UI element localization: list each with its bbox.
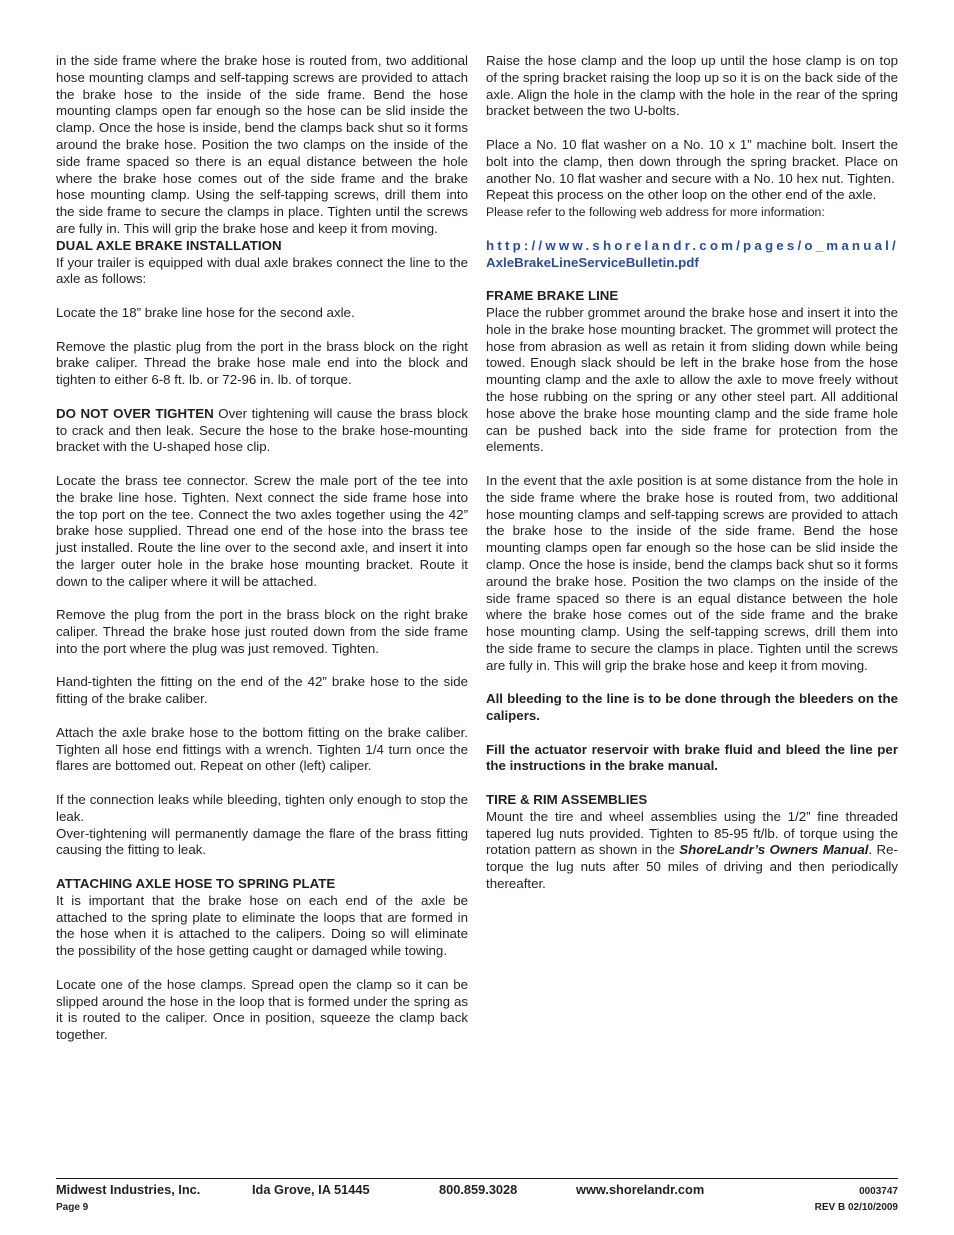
intro-paragraph: in the side frame where the brake hose is routed from, two additional hose mounting clamps and self-tapping screws are provided to attach the brake hose to the inside of the side frame. Bend the hose mounting clamps open far enough so the hose can be slid inside the clamp. Once the hose is inside, bend the clamps back shut so it forms around the brake hose. Position the two clamps on the inside of the side frame spaced so there is an equal distance between the hole where the brake hose comes out of the side frame and the brake hose mounting clamp. Using the self-tapping screws, drill them into the side frame to secure the clamps in place. Tighten until the screws are fully in. This will grip the brake hose and keep it from moving. [56, 53, 468, 236]
dual-axle-paragraph-7: Hand-tighten the fitting on the end of the 42” brake hose to the side fitting of the brake caliber. [56, 674, 468, 707]
right-column [486, 53, 898, 893]
left-column [56, 53, 468, 1044]
footer-page-number: Page 9 [56, 1202, 89, 1213]
dual-axle-paragraph-2: Locate the 18” brake line hose for the second axle. [56, 304, 355, 320]
fill-reservoir-note: Fill the actuator reservoir with brake fluid and bleed the line per the instructions in the brake manual. [486, 741, 898, 774]
dual-axle-heading: DUAL AXLE BRAKE INSTALLATION [56, 237, 282, 253]
clamp-paragraph-2: Place a No. 10 flat washer on a No. 10 x 1” machine bolt. Insert the bolt into the clamp, then down through the spring bracket. Place on another No. 10 flat washer and secure with a No. 10 hex nut. Tighten. [486, 136, 898, 186]
reference-note: Please refer to the following web address for more information: [486, 205, 825, 220]
spring-plate-heading: ATTACHING AXLE HOSE TO SPRING PLATE [56, 876, 336, 892]
bleeding-note: All bleeding to the line is to be done through the bleeders on the calipers. [486, 691, 898, 724]
tire-rim-heading: TIRE & RIM ASSEMBLIES [486, 792, 648, 808]
spring-plate-paragraph-1: It is important that the brake hose on each end of the axle be attached to the spring plate to eliminate the loops that are formed in the hose when it is attached to the calipers. Doing so will eliminate the possibility of the hose getting caught or damaged while towing. [56, 892, 468, 959]
tire-paragraph-part-1: Mount the tire and wheel assemblies using the 1/2” fine threaded tapered lug nuts provided. Tighten to 85-95 ft/lb. of torque using the rotation pattern as shown in the [486, 808, 898, 858]
frame-paragraph-1: Place the rubber grommet around the brake hose and insert it into the hole in the brake hose mounting bracket. The grommet will protect the hose from abrasion as well as retain it from sliding down while being towed. Enough slack should be left in the brake hose from the hose mounting clamp and the axle to allow the axle to move freely without the hose rubbing on the spring or any other steel part. All additional hose above the brake hose mounting clamp and the side frame hole can be pushed back into the side frame for protection from the elements. [486, 304, 898, 455]
bulletin-link-line-1[interactable]: http://www.shorelandr.com/pages/o_manual/ [486, 237, 899, 253]
footer-company: Midwest Industries, Inc. [56, 1182, 201, 1197]
footer-revision: REV B 02/10/2009 [814, 1202, 898, 1213]
dual-axle-paragraph-5: Locate the brass tee connector. Screw the male port of the tee into the brake line hose. Tighten. Next connect the side frame hose into the top port on the tee. Connect the two axles together using the 42” brake hose supplied. Thread one end of the hose into the brass tee just installed. Route the line over to the second axle, and insert it into the larger outer hole in the brake hose mounting bracket. Route it down to the caliper where it will be attached. [56, 472, 468, 589]
footer-part-number: 0003747 [859, 1186, 898, 1197]
dual-axle-paragraph-3: Remove the plastic plug from the port in the brass block on the right brake caliper. Thread the brake hose male end into the block and tighten to either 6-8 ft. lb. or 72-96 in. lb. of torque. [56, 338, 468, 388]
dual-axle-paragraph-1: If your trailer is equipped with dual axle brakes connect the line to the axle as follows: [56, 254, 468, 287]
frame-paragraph-2: In the event that the axle position is at some distance from the hole in the side frame where the brake hose is routed from, two additional hose mounting clamps and self-tapping screws are provided to attach the brake hose to the inside of the side frame. Bend the hose mounting clamps open far enough so the hose can be slid inside the clamp. Once the hose is inside, bend the clamps back shut so it forms around the brake hose. Position the two clamps on the inside of the side frame spaced so there is an equal distance between the hole where the brake hose comes out of the side frame and the brake hose mounting clamp. Using the self-tapping screws, drill them into the side frame to secure the clamps in place. Tighten until the screws are fully in. This will grip the brake hose and keep it from moving. [486, 472, 898, 673]
do-not-over-tighten-warning: DO NOT OVER TIGHTEN [56, 405, 214, 421]
dual-axle-paragraph-4-text: Over tightening will cause the brass block to crack and then leak. Secure the hose to the brake hose-mounting bracket with the U-shaped hose clip. [56, 405, 468, 455]
dual-axle-paragraph-8: Attach the axle brake hose to the bottom fitting on the brake caliber. Tighten all hose end fittings with a wrench. Tighten 1/4 turn once the flares are bottomed out. Repeat on other (left) caliper. [56, 724, 468, 774]
clamp-paragraph-3: Repeat this process on the other loop on the other end of the axle. [486, 187, 877, 203]
footer-city: Ida Grove, IA 51445 [252, 1182, 370, 1197]
frame-brake-line-heading: FRAME BRAKE LINE [486, 288, 619, 304]
tire-paragraph-part-2: . Re-torque the lug nuts after 50 miles of driving and then periodically thereafter. [486, 842, 898, 892]
dual-axle-paragraph-4 [56, 406, 468, 456]
footer-divider [56, 1178, 898, 1179]
dual-axle-paragraph-10: Over-tightening will permanently damage the flare of the brass fitting causing the fitting to leak. [56, 825, 468, 858]
footer-phone: 800.859.3028 [439, 1182, 518, 1197]
clamp-paragraph-1: Raise the hose clamp and the loop up until the hose clamp is on top of the spring bracket raising the loop up so it is on the back side of the axle. Align the hole in the clamp with the hole in the rear of the spring bracket between the two U-bolts. [486, 53, 898, 119]
owners-manual-reference: ShoreLandr’s Owners Manual [679, 842, 869, 858]
footer-website[interactable]: www.shorelandr.com [576, 1182, 705, 1197]
dual-axle-paragraph-9: If the connection leaks while bleeding, tighten only enough to stop the leak. [56, 792, 468, 824]
spring-plate-paragraph-2: Locate one of the hose clamps. Spread open the clamp so it can be slipped around the hose in the loop that is formed under the spring as it is routed to the caliper. Once in position, squeeze the clamp back together. [56, 976, 468, 1043]
bulletin-link-line-2[interactable]: AxleBrakeLineServiceBulletin.pdf [486, 254, 699, 270]
dual-axle-paragraph-6: Remove the plug from the port in the brass block on the right brake caliper. Thread the brake hose just routed down from the side frame into the port where the plug was just removed. Tighten. [56, 607, 468, 656]
tire-paragraph [486, 809, 898, 893]
